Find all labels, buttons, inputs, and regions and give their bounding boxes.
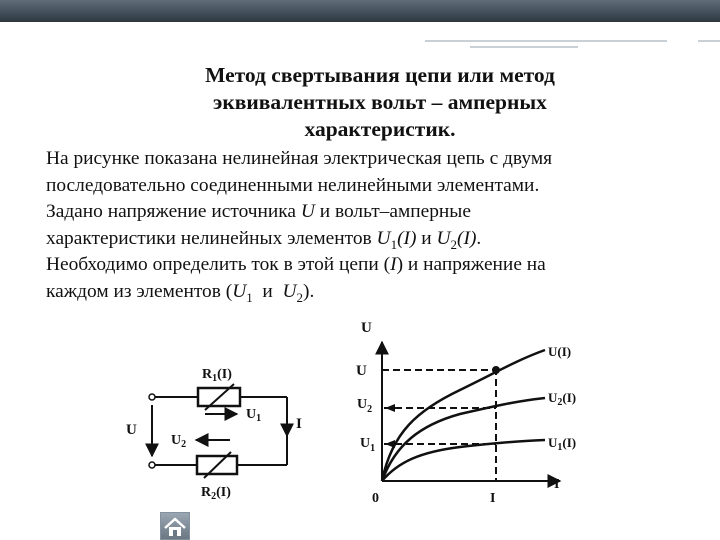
- level-u: U: [356, 363, 367, 379]
- title-line: эквивалентных вольт – амперных: [213, 90, 547, 114]
- arrowhead: [385, 404, 395, 412]
- axis-label-i: I: [554, 477, 560, 492]
- title-line: Метод свертывания цепи или метод: [205, 63, 555, 87]
- body-line: На рисунке показана нелинейная электрическая цепь с двумя: [46, 148, 553, 169]
- label-r1: $R_1(I)$: [202, 367, 232, 384]
- label-i: I: [296, 416, 302, 432]
- body-line: каждом из элементов ($U_1$ и $U_2$).: [46, 280, 315, 305]
- home-icon: [161, 513, 189, 539]
- curve-label-u: U(I): [548, 344, 572, 359]
- label-u1: $U_1$: [246, 407, 262, 424]
- home-button[interactable]: [160, 512, 190, 540]
- i-mark: I: [490, 491, 496, 506]
- body-line: последовательно соединенными нелинейными элементами.: [46, 174, 540, 196]
- label-r2: $R_2(I)$: [201, 485, 231, 502]
- body-line: характеристики нелинейных элементов $U_1(I)$ и $U_2(I)$.: [46, 227, 482, 252]
- title-line: характеристик.: [304, 117, 456, 141]
- arrowhead: [385, 440, 395, 448]
- curve-u2: [382, 398, 545, 481]
- curve-label-u1: $U_1(I)$: [548, 435, 577, 453]
- origin-label: 0: [372, 491, 379, 506]
- curve-label-u2: $U_2(I)$: [548, 390, 577, 408]
- label-u: U: [126, 422, 137, 438]
- axis-label-u: U: [361, 320, 372, 336]
- level-u2: $U_2$: [357, 397, 373, 415]
- intersection-point: [492, 366, 500, 374]
- body-line: Задано напряжение источника U и вольт–амперные: [46, 201, 471, 222]
- body-line: Необходимо определить ток в этой цепи (I) и напряжение на: [46, 254, 546, 275]
- label-u2: $U_2$: [171, 433, 187, 450]
- curve-u1: [382, 440, 545, 481]
- level-u1: $U_1$: [360, 436, 376, 454]
